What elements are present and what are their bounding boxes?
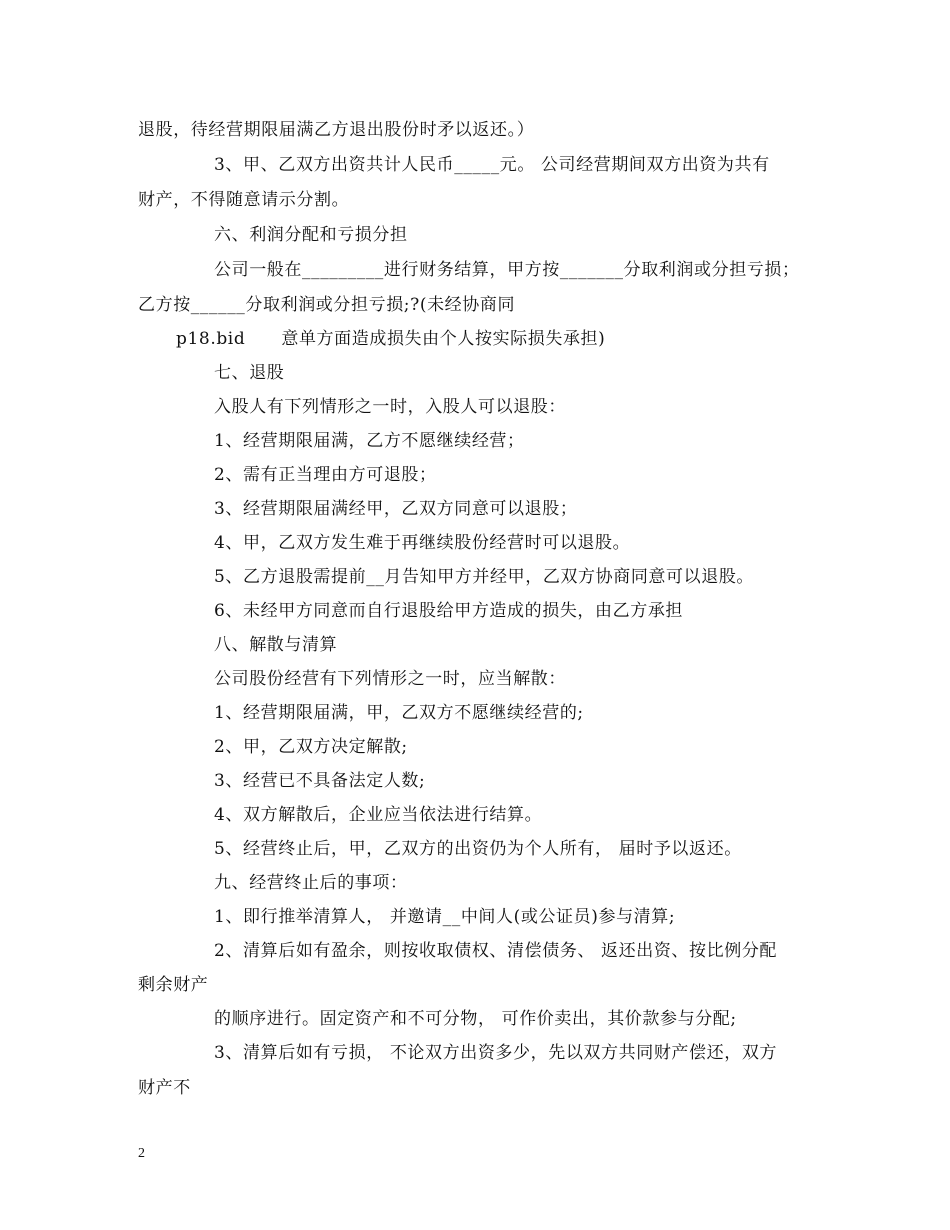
list-item: 2、清算后如有盈余，则按收取债权、清偿债务、 返还出资、按比例分配 <box>214 941 778 961</box>
list-item: 1、经营期限届满，甲，乙双方不愿继续经营的; <box>214 703 584 723</box>
list-item: 1、经营期限届满，乙方不愿继续经营； <box>214 431 525 451</box>
text-line: p18.bid 意单方面造成损失由个人按实际损失承担) <box>176 329 606 349</box>
text-line: 退股，待经营期限届满乙方退出股份时矛以返还。） <box>138 120 535 140</box>
list-item: 2、需有正当理由方可退股； <box>214 465 437 485</box>
section-heading: 九、经营终止后的事项： <box>214 873 408 893</box>
section-heading: 八、解散与清算 <box>214 635 338 655</box>
section-heading: 七、退股 <box>214 363 285 383</box>
text-line: 入股人有下列情形之一时，入股人可以退股： <box>214 397 566 417</box>
list-item: 3、清算后如有亏损， 不论双方出资多少，先以双方共同财产偿还，双方 <box>214 1043 778 1063</box>
text-line: 3、甲、乙双方出资共计人民币_____元。 公司经营期间双方出资为共有 <box>214 155 770 175</box>
text-line: 公司一般在_________进行财务结算，甲方按_______分取利润或分担亏损； <box>214 260 800 280</box>
list-item: 6、未经甲方同意而自行退股给甲方造成的损失，由乙方承担 <box>214 601 684 621</box>
text-line: 财产不 <box>138 1078 191 1098</box>
text-line: 乙方按______分取利润或分担亏损;?(未经协商同 <box>138 295 516 315</box>
list-item: 1、即行推举清算人， 并邀请__中间人(或公证员)参与清算; <box>214 907 676 927</box>
page-number: 2 <box>138 1146 145 1161</box>
text-line: 的顺序进行。固定资产和不可分物， 可作价卖出，其价款参与分配; <box>214 1009 737 1029</box>
list-item: 5、经营终止后，甲，乙双方的出资仍为个人所有， 届时予以返还。 <box>214 839 742 859</box>
list-item: 4、双方解散后，企业应当依法进行结算。 <box>214 805 543 825</box>
list-item: 4、甲，乙双方发生难于再继续股份经营时可以退股。 <box>214 533 631 553</box>
list-item: 5、乙方退股需提前__月告知甲方并经甲，乙双方协商同意可以退股。 <box>214 567 755 587</box>
list-item: 2、甲，乙双方决定解散; <box>214 737 408 757</box>
section-heading: 六、利润分配和亏损分担 <box>214 225 408 245</box>
list-item: 3、经营期限届满经甲，乙双方同意可以退股； <box>214 499 578 519</box>
text-line: 剩余财产 <box>138 975 209 995</box>
text-line: 公司股份经营有下列情形之一时，应当解散： <box>214 669 566 689</box>
list-item: 3、经营已不具备法定人数; <box>214 771 426 791</box>
text-line: 财产，不得随意请示分割。 <box>138 190 350 210</box>
